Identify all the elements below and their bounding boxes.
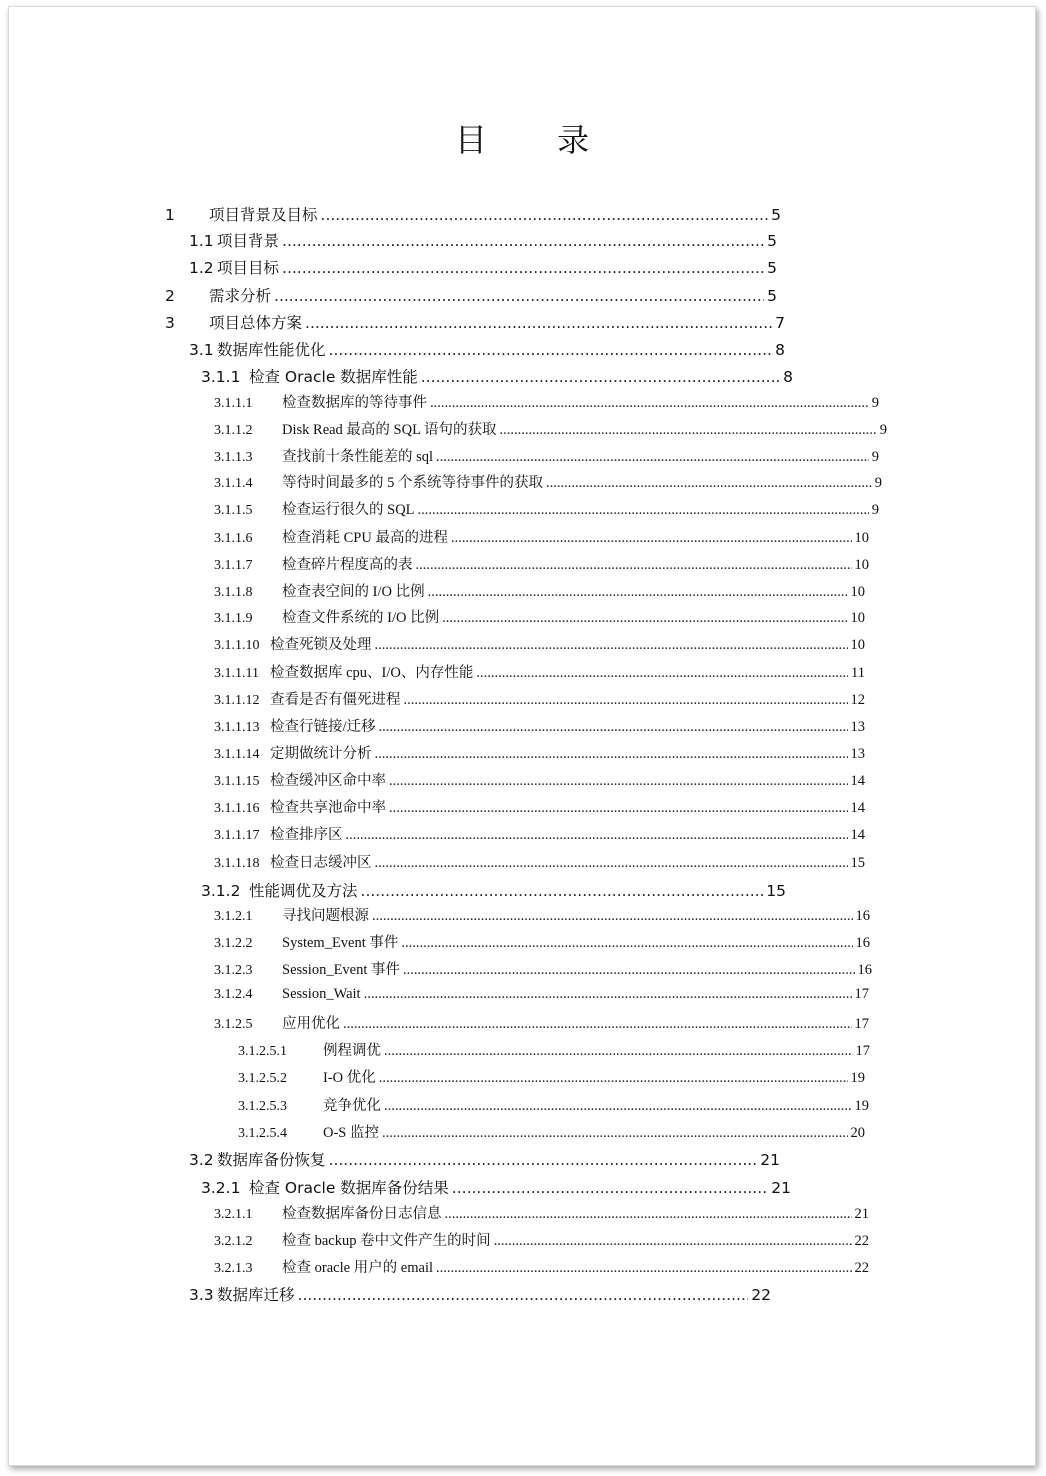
toc-entry-number: 3.3 bbox=[189, 1286, 214, 1304]
toc-entry-page: 9 bbox=[871, 395, 879, 411]
toc-entry-number: 3.1.1.17 bbox=[214, 828, 260, 843]
toc-entry[interactable] bbox=[214, 498, 879, 519]
toc-entry-label: 寻找问题根源 bbox=[282, 908, 369, 924]
toc-entry[interactable] bbox=[214, 526, 869, 547]
toc-entry-label: 检查缓冲区命中率 bbox=[270, 773, 386, 789]
toc-entry-label: Session_Event 事件 bbox=[282, 962, 401, 978]
toc-entry-number: 3 bbox=[165, 314, 175, 332]
toc-entry-number: 3.1 bbox=[189, 341, 214, 359]
toc-entry-label: 查找前十条性能差的 sql bbox=[282, 449, 434, 465]
toc-entry[interactable] bbox=[214, 606, 865, 627]
toc-entry-page: 8 bbox=[775, 341, 785, 359]
toc-entry[interactable] bbox=[214, 553, 869, 574]
dot-leader bbox=[476, 665, 848, 682]
toc-entry-number: 1.1 bbox=[189, 232, 214, 250]
toc-entry-number: 3.1.2.5.4 bbox=[238, 1126, 287, 1141]
toc-entry-page: 13 bbox=[850, 746, 865, 762]
toc-entry-page: 9 bbox=[871, 449, 879, 465]
toc-entry-page: 15 bbox=[766, 882, 786, 900]
document-page bbox=[8, 6, 1036, 1466]
dot-leader bbox=[384, 1043, 853, 1060]
dot-leader bbox=[346, 827, 848, 844]
toc-entry[interactable] bbox=[238, 1121, 865, 1142]
dot-leader bbox=[379, 719, 848, 736]
toc-entry-number: 1 bbox=[165, 206, 175, 224]
toc-entry-label: 数据库迁移 bbox=[217, 1286, 295, 1304]
toc-entry[interactable] bbox=[189, 1283, 771, 1305]
toc-entry-number: 3.1.2.5.2 bbox=[238, 1071, 287, 1086]
dot-leader bbox=[375, 637, 848, 654]
dot-leader bbox=[404, 692, 848, 709]
toc-entry[interactable] bbox=[189, 229, 777, 251]
toc-entry-number: 3.1.1.7 bbox=[214, 558, 253, 573]
toc-entry-number: 3.1.1.12 bbox=[214, 693, 260, 708]
toc-entry-page: 9 bbox=[874, 475, 882, 491]
toc-entry[interactable] bbox=[214, 851, 865, 872]
dot-leader bbox=[436, 1260, 852, 1277]
toc-entry-number: 1.2 bbox=[189, 259, 214, 277]
toc-entry-page: 10 bbox=[850, 584, 865, 600]
toc-entry-label: 项目目标 bbox=[217, 259, 280, 277]
toc-entry-label: 检查死锁及处理 bbox=[270, 637, 372, 653]
toc-entry[interactable] bbox=[214, 661, 865, 682]
toc-entry-number: 3.1.1.16 bbox=[214, 801, 260, 816]
toc-entry-number: 3.1.1.9 bbox=[214, 611, 253, 626]
toc-entry-label: 检查共享池命中率 bbox=[270, 800, 386, 816]
toc-entry-page: 17 bbox=[855, 1043, 870, 1059]
dot-leader bbox=[389, 800, 848, 817]
toc-entry-label: 检查 Oracle 数据库性能 bbox=[249, 368, 418, 386]
toc-entry-label: O-S 监控 bbox=[323, 1125, 379, 1141]
dot-leader bbox=[382, 1125, 848, 1142]
toc-entry-page: 19 bbox=[850, 1070, 865, 1086]
toc-entry[interactable] bbox=[189, 338, 785, 360]
toc-entry-number: 3.2.1 bbox=[201, 1179, 241, 1197]
toc-entry-page: 22 bbox=[854, 1233, 869, 1249]
toc-entry[interactable] bbox=[238, 1094, 869, 1115]
dot-leader bbox=[500, 422, 877, 439]
toc-entry-page: 14 bbox=[850, 827, 865, 843]
dot-leader bbox=[361, 882, 764, 900]
toc-entry-label: 检查数据库的等待事件 bbox=[282, 395, 427, 411]
toc-entry[interactable] bbox=[201, 1176, 791, 1198]
toc-entry-number: 3.1.1.10 bbox=[214, 638, 260, 653]
toc-entry[interactable] bbox=[214, 633, 865, 654]
toc-entry-label: 检查 oracle 用户的 email bbox=[282, 1260, 433, 1276]
toc-entry-label: 等待时间最多的 5 个系统等待事件的获取 bbox=[282, 475, 543, 491]
toc-entry[interactable] bbox=[165, 284, 777, 306]
toc-entry[interactable] bbox=[214, 742, 865, 763]
toc-entry[interactable] bbox=[165, 203, 781, 225]
toc-entry-page: 5 bbox=[767, 287, 777, 305]
toc-entry[interactable] bbox=[238, 1066, 865, 1087]
toc-entry[interactable] bbox=[214, 1229, 869, 1250]
toc-entry-number: 3.2 bbox=[189, 1151, 214, 1169]
toc-entry-number: 3.1.1.1 bbox=[214, 396, 253, 411]
toc-entry-label: Disk Read 最高的 SQL 语句的获取 bbox=[282, 422, 497, 438]
dot-leader bbox=[451, 530, 852, 547]
toc-entry-page: 10 bbox=[854, 557, 869, 573]
dot-leader bbox=[445, 1206, 852, 1223]
dot-leader bbox=[452, 1179, 768, 1197]
toc-entry-number: 3.1.1.2 bbox=[214, 423, 253, 438]
toc-entry-label: 数据库性能优化 bbox=[217, 341, 326, 359]
toc-entry-number: 3.1.1.3 bbox=[214, 450, 253, 465]
toc-entry[interactable] bbox=[165, 311, 785, 333]
toc-entry[interactable] bbox=[214, 986, 869, 1003]
toc-entry[interactable] bbox=[214, 688, 865, 709]
dot-leader bbox=[418, 502, 869, 519]
toc-entry-page: 17 bbox=[854, 986, 869, 1002]
toc-entry-label: 检查 Oracle 数据库备份结果 bbox=[249, 1179, 449, 1197]
toc-entry-page: 16 bbox=[857, 962, 872, 978]
dot-leader bbox=[298, 1286, 749, 1304]
toc-entry-page: 19 bbox=[854, 1098, 869, 1114]
toc-entry-label: 项目背景 bbox=[217, 232, 280, 250]
toc-entry-number: 3.1.2.1 bbox=[214, 909, 253, 924]
toc-entry-page: 5 bbox=[771, 206, 781, 224]
toc-entry-label: Session_Wait bbox=[282, 986, 361, 1002]
toc-entry-label: 检查文件系统的 I/O 比例 bbox=[282, 610, 440, 626]
dot-leader bbox=[436, 449, 869, 466]
toc-entry-page: 14 bbox=[850, 773, 865, 789]
toc-entry[interactable] bbox=[189, 1148, 780, 1170]
toc-entry-page: 20 bbox=[850, 1125, 865, 1141]
toc-entry-number: 3.1.1.13 bbox=[214, 720, 260, 735]
toc-entry-page: 22 bbox=[854, 1260, 869, 1276]
toc-entry-page: 10 bbox=[850, 610, 865, 626]
toc-entry[interactable] bbox=[214, 769, 865, 790]
toc-entry-label: 检查排序区 bbox=[270, 827, 343, 843]
toc-entry-number: 3.1.2.5 bbox=[214, 1017, 253, 1032]
toc-entry[interactable] bbox=[214, 471, 882, 492]
toc-entry[interactable] bbox=[214, 796, 865, 817]
toc-entry-label: 检查数据库备份日志信息 bbox=[282, 1206, 442, 1222]
dot-leader bbox=[384, 1098, 852, 1115]
toc-entry-page: 21 bbox=[854, 1206, 869, 1222]
toc-entry-page: 5 bbox=[767, 259, 777, 277]
toc-entry-page: 15 bbox=[850, 855, 865, 871]
toc-entry[interactable] bbox=[214, 904, 870, 925]
toc-entry-page: 10 bbox=[854, 530, 869, 546]
toc-entry-page: 16 bbox=[855, 908, 870, 924]
toc-entry-number: 3.1.1.15 bbox=[214, 774, 260, 789]
toc-entry-number: 3.1.2.4 bbox=[214, 987, 253, 1002]
toc-entry-page: 21 bbox=[771, 1179, 791, 1197]
toc-entry-label: 竞争优化 bbox=[323, 1098, 381, 1114]
toc-entry-number: 3.1.1.18 bbox=[214, 856, 260, 871]
dot-leader bbox=[494, 1233, 852, 1250]
dot-leader bbox=[274, 287, 764, 305]
toc-entry-page: 8 bbox=[783, 368, 793, 386]
dot-leader bbox=[329, 1151, 758, 1169]
dot-leader bbox=[428, 584, 848, 601]
dot-leader bbox=[321, 206, 769, 224]
toc-entry[interactable] bbox=[214, 931, 870, 952]
toc-entry-label: 检查数据库 cpu、I/O、内存性能 bbox=[270, 665, 474, 681]
toc-entry-page: 16 bbox=[855, 935, 870, 951]
toc-entry-label: 检查 backup 卷中文件产生的时间 bbox=[282, 1233, 491, 1249]
toc-entry-label: 检查运行很久的 SQL bbox=[282, 502, 415, 518]
toc-entry-label: 检查消耗 CPU 最高的进程 bbox=[282, 530, 448, 546]
toc-entry-page: 17 bbox=[854, 1016, 869, 1032]
toc-entry-label: 检查日志缓冲区 bbox=[270, 855, 372, 871]
toc-entry[interactable] bbox=[214, 958, 872, 979]
toc-entry-label: 检查行链接/迁移 bbox=[270, 719, 376, 735]
toc-entry-number: 3.1.2.2 bbox=[214, 936, 253, 951]
toc-entry[interactable] bbox=[214, 715, 865, 736]
toc-entry-number: 3.1.2.5.3 bbox=[238, 1099, 287, 1114]
dot-leader bbox=[343, 1016, 852, 1033]
dot-leader bbox=[375, 855, 848, 872]
toc-entry-page: 11 bbox=[851, 665, 865, 681]
toc-entry-page: 13 bbox=[850, 719, 865, 735]
toc-entry-page: 14 bbox=[850, 800, 865, 816]
toc-entry-page: 5 bbox=[767, 232, 777, 250]
toc-entry[interactable] bbox=[214, 1202, 869, 1223]
toc-entry-label: 性能调优及方法 bbox=[249, 882, 358, 900]
toc-entry[interactable] bbox=[238, 1039, 870, 1060]
toc-entry[interactable] bbox=[214, 823, 865, 844]
toc-entry-label: 例程调优 bbox=[323, 1043, 381, 1059]
dot-leader bbox=[282, 232, 764, 250]
dot-leader bbox=[305, 314, 772, 332]
dot-leader bbox=[364, 986, 852, 1003]
dot-leader bbox=[379, 1070, 848, 1087]
toc-entry-number: 3.1.1 bbox=[201, 368, 241, 386]
toc-entry-label: 应用优化 bbox=[282, 1016, 340, 1032]
dot-leader bbox=[372, 908, 853, 925]
toc-entry-number: 3.1.1.8 bbox=[214, 585, 253, 600]
toc-entry-page: 21 bbox=[760, 1151, 780, 1169]
toc-entry-page: 22 bbox=[751, 1286, 771, 1304]
toc-entry[interactable] bbox=[189, 256, 777, 278]
toc-entry-label: I-O 优化 bbox=[323, 1070, 376, 1086]
toc-entry-label: 项目背景及目标 bbox=[209, 206, 318, 224]
toc-entry-page: 10 bbox=[850, 637, 865, 653]
dot-leader bbox=[282, 259, 764, 277]
dot-leader bbox=[389, 773, 848, 790]
toc-entry-label: 需求分析 bbox=[209, 287, 272, 305]
dot-leader bbox=[329, 341, 773, 359]
toc-entry[interactable] bbox=[214, 1012, 869, 1033]
toc-entry-label: 数据库备份恢复 bbox=[217, 1151, 326, 1169]
toc-entry-label: 检查碎片程度高的表 bbox=[282, 557, 413, 573]
dot-leader bbox=[403, 962, 854, 979]
toc-entry-number: 2 bbox=[165, 287, 175, 305]
toc-entry-label: 定期做统计分析 bbox=[270, 746, 372, 762]
dot-leader bbox=[442, 610, 847, 627]
toc-entry-page: 7 bbox=[775, 314, 785, 332]
toc-entry-number: 3.2.1.2 bbox=[214, 1234, 253, 1249]
toc-entry[interactable] bbox=[214, 391, 879, 412]
toc-entry-label: 项目总体方案 bbox=[209, 314, 303, 332]
toc-entry-page: 9 bbox=[871, 502, 879, 518]
toc-entry[interactable] bbox=[201, 879, 786, 901]
toc-entry-number: 3.1.1.4 bbox=[214, 476, 253, 491]
dot-leader bbox=[430, 395, 869, 412]
toc-entry-number: 3.1.1.11 bbox=[214, 666, 259, 681]
toc-entry-number: 3.1.2.3 bbox=[214, 963, 253, 978]
toc-entry-page: 12 bbox=[850, 692, 865, 708]
dot-leader bbox=[421, 368, 780, 386]
toc-entry-number: 3.1.1.14 bbox=[214, 747, 260, 762]
toc-entry-label: 检查表空间的 I/O 比例 bbox=[282, 584, 425, 600]
toc-entry[interactable] bbox=[214, 1256, 869, 1277]
dot-leader bbox=[401, 935, 852, 952]
toc-entry[interactable] bbox=[201, 365, 793, 387]
dot-leader bbox=[546, 475, 872, 492]
toc-entry-number: 3.1.2.5.1 bbox=[238, 1044, 287, 1059]
toc-entry[interactable] bbox=[214, 418, 887, 439]
toc-entry-number: 3.2.1.1 bbox=[214, 1207, 253, 1222]
toc-entry-page: 9 bbox=[879, 422, 887, 438]
dot-leader bbox=[416, 557, 852, 574]
dot-leader bbox=[375, 746, 848, 763]
table-of-contents bbox=[9, 7, 1035, 1465]
toc-title: 目 录 bbox=[454, 121, 620, 159]
toc-entry[interactable] bbox=[214, 445, 879, 466]
toc-entry-number: 3.1.1.5 bbox=[214, 503, 253, 518]
toc-entry-number: 3.2.1.3 bbox=[214, 1261, 253, 1276]
toc-entry-label: 查看是否有僵死进程 bbox=[270, 692, 401, 708]
toc-entry-number: 3.1.1.6 bbox=[214, 531, 253, 546]
toc-entry[interactable] bbox=[214, 580, 865, 601]
toc-entry-number: 3.1.2 bbox=[201, 882, 241, 900]
toc-entry-label: System_Event 事件 bbox=[282, 935, 399, 951]
